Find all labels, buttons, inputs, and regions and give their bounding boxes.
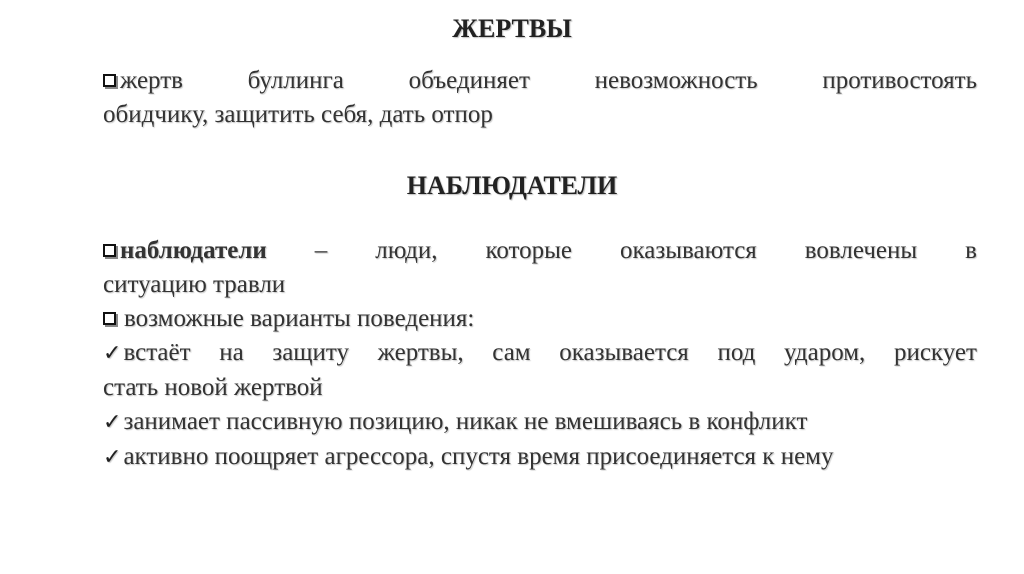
- word: оказывается: [559, 339, 689, 366]
- word: жертв: [120, 67, 183, 94]
- checkbox-square-icon: [103, 74, 116, 87]
- option-3-line: [103, 440, 977, 475]
- checkbox-square-icon: [103, 312, 116, 325]
- word: которые: [485, 237, 573, 264]
- checkmark-icon: ✓: [103, 341, 122, 366]
- def-term: наблюдатели: [120, 237, 267, 264]
- victims-paragraph: [103, 64, 977, 132]
- observers-heading: НАБЛЮДАТЕЛИ: [406, 171, 618, 200]
- word: на: [219, 339, 244, 366]
- option-1-line-2: стать новой жертвой: [103, 374, 323, 401]
- option-2-line: [103, 405, 977, 440]
- victims-line-2: обидчику, защитить себя, дать отпор: [103, 101, 493, 128]
- option-2-text: занимает пассивную позицию, никак не вмешиваясь в конфликт: [123, 408, 808, 435]
- word: в: [965, 237, 977, 264]
- word: защиту: [272, 339, 350, 366]
- word: жертвы,: [377, 339, 464, 366]
- word: объединяет: [408, 67, 530, 94]
- word: ударом,: [783, 339, 866, 366]
- word: невозможность: [594, 67, 758, 94]
- word: люди,: [375, 237, 438, 264]
- checkmark-icon: ✓: [103, 445, 122, 470]
- observers-def-line-1: [103, 234, 977, 268]
- word: оказываются: [620, 237, 757, 264]
- word: противостоять: [822, 67, 977, 94]
- word: вовлечены: [804, 237, 918, 264]
- checkbox-square-icon: [103, 244, 116, 257]
- options-label-line: [103, 302, 977, 336]
- word: сам: [492, 339, 531, 366]
- victims-line-1: [103, 64, 977, 98]
- word: –: [314, 237, 328, 264]
- word: рискует: [893, 339, 977, 366]
- options-label: возможные варианты поведения:: [124, 305, 475, 332]
- checkmark-icon: ✓: [103, 410, 122, 435]
- observers-paragraph: [103, 234, 977, 475]
- observers-def-line-2: ситуацию травли: [103, 271, 286, 298]
- word: под: [717, 339, 756, 366]
- word: буллинга: [247, 67, 344, 94]
- option-3-text: активно поощряет агрессора, спустя время присоединяется к нему: [123, 443, 834, 470]
- victims-heading: ЖЕРТВЫ: [452, 14, 572, 43]
- word: встаёт: [123, 339, 191, 366]
- option-1-line-1: [103, 336, 977, 371]
